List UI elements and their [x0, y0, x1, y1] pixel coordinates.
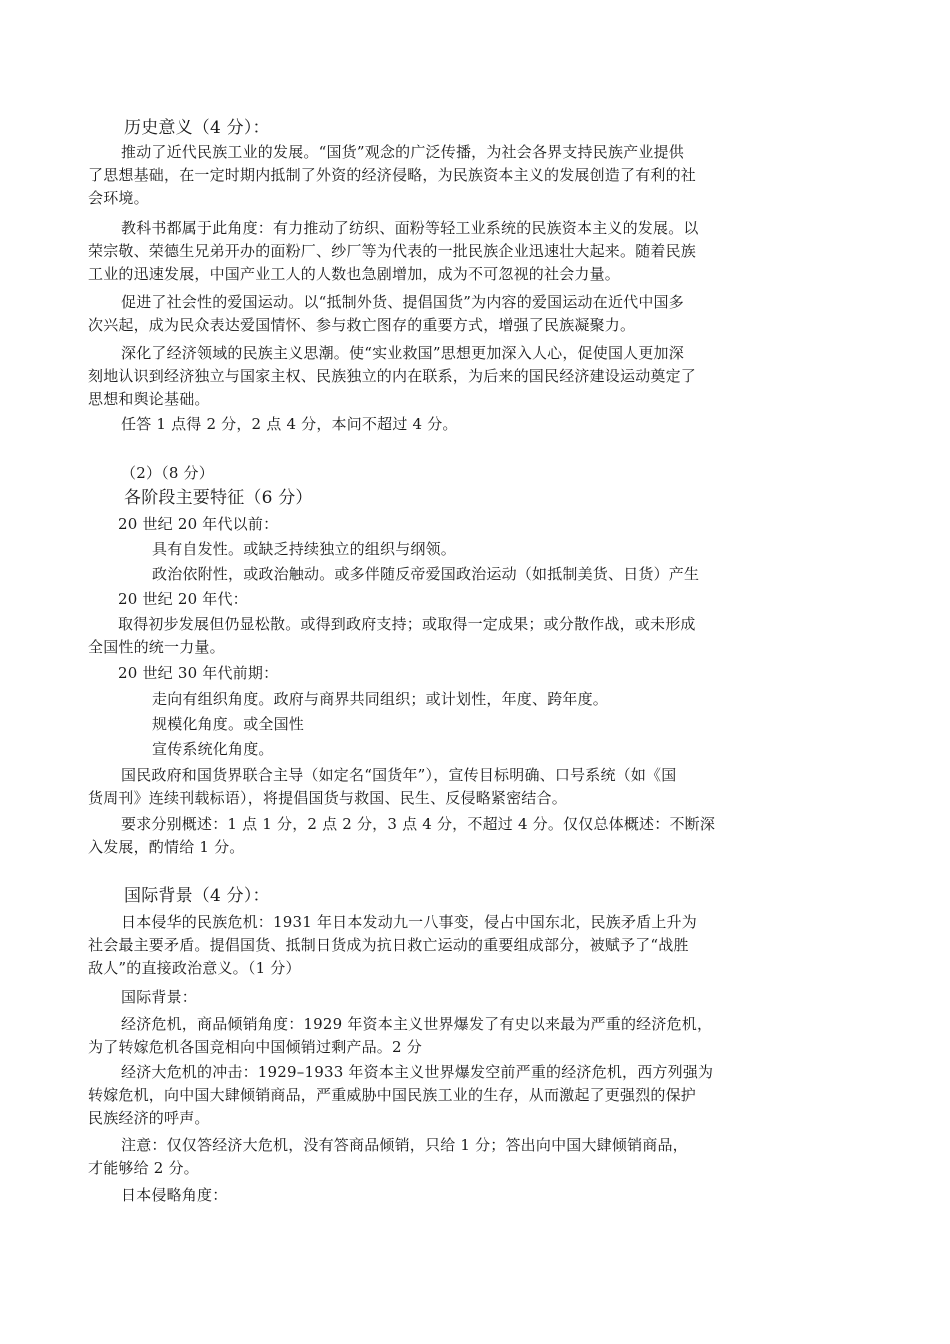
- paragraph-line: 刻地认识到经济独立与国家主权、民族独立的内在联系，为后来的国民经济建设运动奠定了: [88, 367, 697, 385]
- scoring-note: 才能够给 2 分。: [88, 1159, 199, 1177]
- paragraph-line: 国民政府和国货界联合主导（如定名“国货年”），宣传目标明确、口号系统（如《国: [121, 766, 677, 784]
- paragraph-line: 取得初步发展但仍显松散。或得到政府支持；或取得一定成果；或分散作战，或未形成: [118, 615, 696, 633]
- stage-label: 20 世纪 20 年代：: [118, 590, 248, 608]
- indented-line: 政治依附性，或政治触动。或多伴随反帝爱国政治运动（如抵制美货、日货）产生: [152, 565, 700, 583]
- heading-historical-significance: 历史意义（4 分）：: [124, 118, 270, 138]
- paragraph-line: 为了转嫁危机各国竞相向中国倾销过剩产品。2 分: [88, 1038, 422, 1056]
- paragraph-line: 促进了社会性的爱国运动。以“抵制外货、提倡国货”为内容的爱国运动在近代中国多: [121, 293, 684, 311]
- paragraph-line: 经济危机，商品倾销角度：1929 年资本主义世界爆发了有史以来最为严重的经济危机，: [121, 1015, 713, 1033]
- indented-line: 宣传系统化角度。: [152, 740, 274, 758]
- paragraph-line: 工业的迅速发展，中国产业工人的人数也急剧增加，成为不可忽视的社会力量。: [88, 265, 621, 283]
- paragraph-line: 会环境。: [88, 189, 149, 207]
- paragraph-line: 深化了经济领域的民族主义思潮。使“实业救国”思想更加深入人心，促使国人更加深: [121, 344, 684, 362]
- paragraph-line: 次兴起，成为民众表达爱国情怀、参与救亡图存的重要方式，增强了民族凝聚力。: [88, 316, 636, 334]
- heading-international-background: 国际背景（4 分）：: [124, 886, 270, 906]
- indented-line: 走向有组织角度。政府与商界共同组织；或计划性，年度、跨年度。: [152, 690, 609, 708]
- paragraph-line: 经济大危机的冲击：1929–1933 年资本主义世界爆发空前严重的经济危机，西方列强为: [121, 1063, 714, 1081]
- paragraph-line: 货周刊》连续刊载标语），将提倡国货与救国、民生、反侵略紧密结合。: [88, 789, 567, 807]
- paragraph-line: 国际背景：: [121, 988, 198, 1006]
- scoring-note: 任答 1 点得 2 分，2 点 4 分，本问不超过 4 分。: [121, 415, 458, 433]
- paragraph-line: 全国性的统一力量。: [88, 638, 225, 656]
- stage-label: 20 世纪 30 年代前期：: [118, 664, 279, 682]
- paragraph-line: 敌人”的直接政治意义。（1 分）: [88, 959, 301, 977]
- paragraph-line: 了思想基础，在一定时期内抵制了外资的经济侵略，为民族资本主义的发展创造了有利的社: [88, 166, 697, 184]
- paragraph-line: 推动了近代民族工业的发展。“国货”观念的广泛传播，为社会各界支持民族产业提供: [121, 143, 684, 161]
- paragraph-line: 日本侵略角度：: [121, 1186, 228, 1204]
- paragraph-line: 日本侵华的民族危机：1931 年日本发动九一八事变，侵占中国东北，民族矛盾上升为: [121, 913, 697, 931]
- paragraph-line: 荣宗敬、荣德生兄弟开办的面粉厂、纱厂等为代表的一批民族企业迅速壮大起来。随着民族: [88, 242, 697, 260]
- scoring-note: 要求分别概述：1 点 1 分，2 点 2 分，3 点 4 分，不超过 4 分。仅仅总体概述：不断深: [121, 815, 716, 833]
- paragraph-line: 民族经济的呼声。: [88, 1109, 210, 1127]
- scoring-note: 入发展，酌情给 1 分。: [88, 838, 245, 856]
- indented-line: 规模化角度。或全国性: [152, 715, 305, 733]
- scoring-note: 注意：仅仅答经济大危机，没有答商品倾销，只给 1 分；答出向中国大肆倾销商品，: [121, 1136, 688, 1154]
- stage-label: 20 世纪 20 年代以前：: [118, 515, 279, 533]
- paragraph-line: 教科书都属于此角度：有力推动了纺织、面粉等轻工业系统的民族资本主义的发展。以: [121, 219, 699, 237]
- heading-stage-features: 各阶段主要特征（6 分）: [124, 488, 313, 508]
- paragraph-line: 思想和舆论基础。: [88, 390, 210, 408]
- paragraph-line: 转嫁危机，向中国大肆倾销商品，严重威胁中国民族工业的生存，从而激起了更强烈的保护: [88, 1086, 697, 1104]
- indented-line: 具有自发性。或缺乏持续独立的组织与纲领。: [152, 540, 457, 558]
- question-number: （2）（8 分）: [121, 464, 214, 482]
- paragraph-line: 社会最主要矛盾。提倡国货、抵制日货成为抗日救亡运动的重要组成部分，被赋予了“战胜: [88, 936, 689, 954]
